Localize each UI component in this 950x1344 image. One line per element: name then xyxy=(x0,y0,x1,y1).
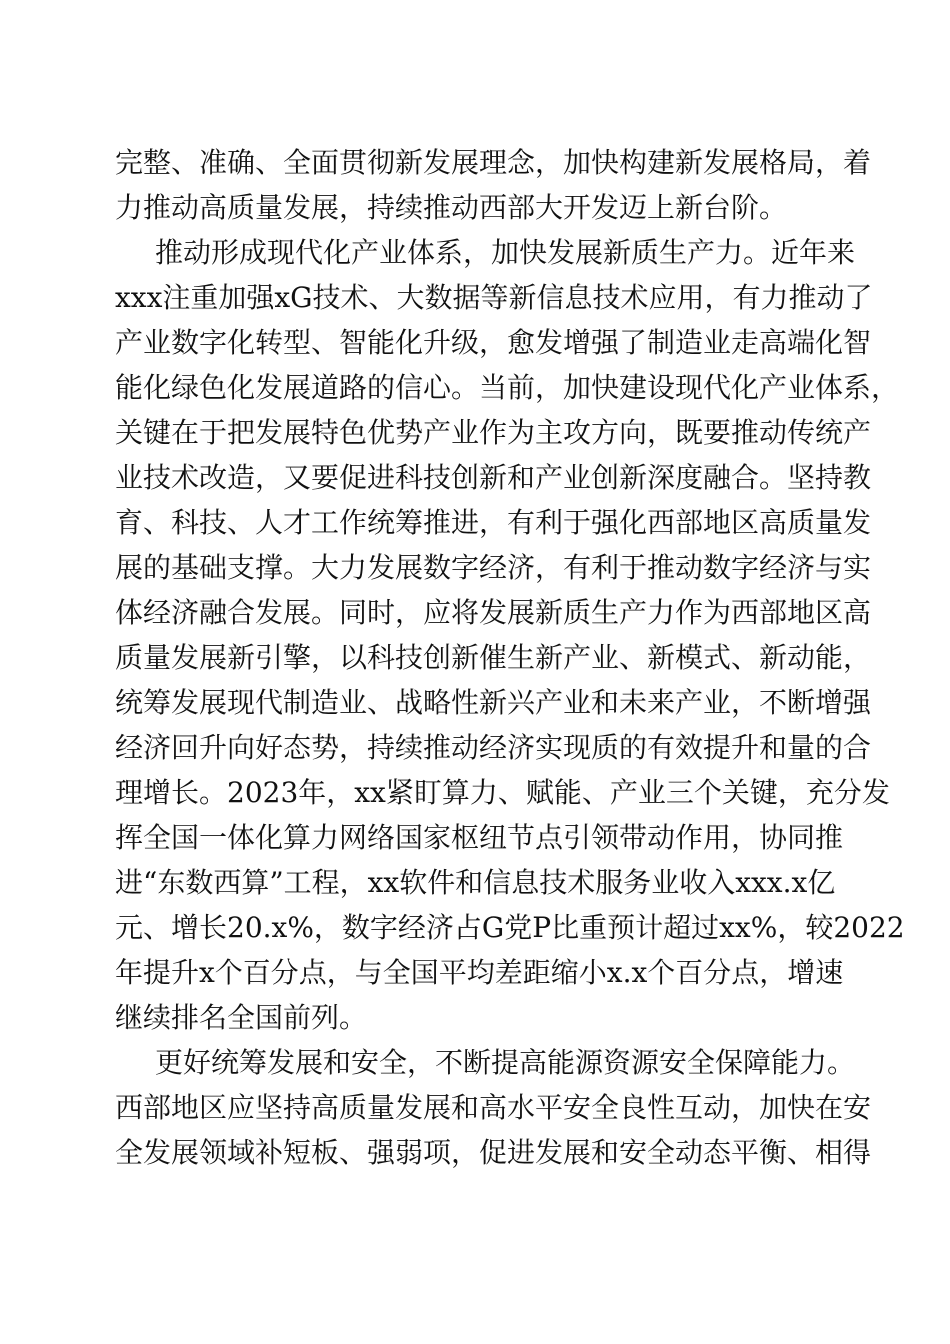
text-line: 质量发展新引擎，以科技创新催生新产业、新模式、新动能， xyxy=(115,641,872,674)
text-line: 展的基础支撑。大力发展数字经济，有利于推动数字经济与实 xyxy=(115,551,872,584)
text-line: 元、增长20.x%，数字经济占G党P比重预计超过xx%，较2022 xyxy=(115,911,905,944)
text-line: xxx注重加强xG技术、大数据等新信息技术应用，有力推动了 xyxy=(115,281,873,314)
text-line: 完整、准确、全面贯彻新发展理念，加快构建新发展格局，着 xyxy=(115,146,872,179)
text-line: 力推动高质量发展，持续推动西部大开发迈上新台阶。 xyxy=(115,191,788,224)
paragraph xyxy=(115,140,872,230)
text-line: 继续排名全国前列。 xyxy=(115,1001,368,1034)
paragraph xyxy=(115,1040,872,1175)
text-line: 经济回升向好态势，持续推动经济实现质的有效提升和量的合 xyxy=(115,731,872,764)
text-line: 西部地区应坚持高质量发展和高水平安全良性互动，加快在安 xyxy=(115,1091,872,1124)
text-line: 理增长。2023年，xx紧盯算力、赋能、产业三个关键，充分发 xyxy=(115,776,890,809)
text-line: 更好统筹发展和安全，不断提高能源资源安全保障能力。 xyxy=(155,1046,856,1079)
text-line: 全发展领域补短板、强弱项，促进发展和安全动态平衡、相得 xyxy=(115,1136,872,1169)
paragraph xyxy=(115,230,905,1040)
text-line: 进“东数西算”工程，xx软件和信息技术服务业收入xxx.x亿 xyxy=(115,866,836,899)
text-line: 产业数字化转型、智能化升级，愈发增强了制造业走高端化智 xyxy=(115,326,872,359)
document-page xyxy=(115,140,905,1175)
text-line: 年提升x个百分点，与全国平均差距缩小x.x个百分点，增速 xyxy=(115,956,844,989)
text-line: 关键在于把发展特色优势产业作为主攻方向，既要推动传统产 xyxy=(115,416,872,449)
text-line: 推动形成现代化产业体系，加快发展新质生产力。近年来 xyxy=(155,236,856,269)
text-line: 业技术改造，又要促进科技创新和产业创新深度融合。坚持教 xyxy=(115,461,872,494)
text-line: 体经济融合发展。同时，应将发展新质生产力作为西部地区高 xyxy=(115,596,872,629)
text-line: 挥全国一体化算力网络国家枢纽节点引领带动作用，协同推 xyxy=(115,821,844,854)
text-line: 育、科技、人才工作统筹推进，有利于强化西部地区高质量发 xyxy=(115,506,872,539)
text-line: 统筹发展现代制造业、战略性新兴产业和未来产业，不断增强 xyxy=(115,686,872,719)
text-line: 能化绿色化发展道路的信心。当前，加快建设现代化产业体系， xyxy=(115,371,900,404)
